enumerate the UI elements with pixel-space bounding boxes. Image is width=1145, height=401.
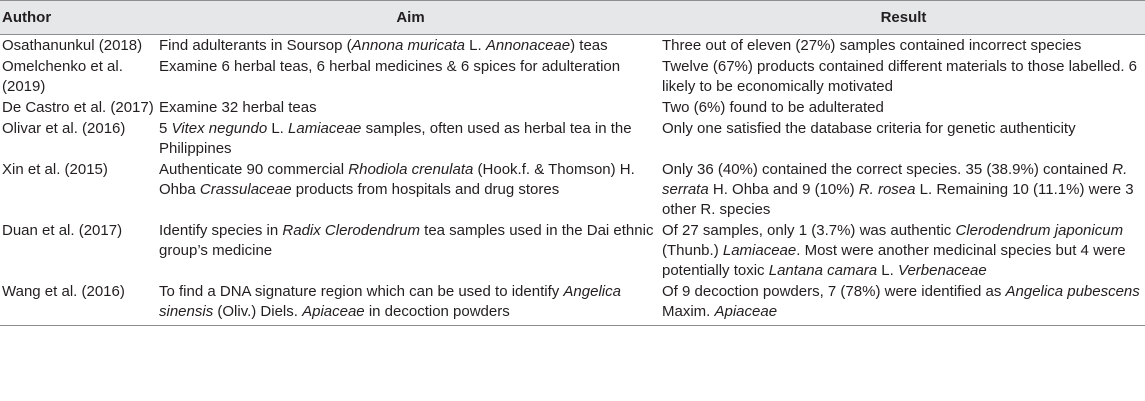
table-body [0,35,1145,326]
italic-taxon-text: Angelica sinensis [159,283,621,320]
aim-column-header: Aim [159,1,662,35]
cell-text: Find adulterants in Soursop ( [159,37,352,54]
italic-taxon-text: Angelica pubescens [1005,283,1140,300]
aim-cell [159,56,662,97]
author-column-header: Author [0,1,159,35]
italic-taxon-text: Lamiaceae [722,242,797,259]
cell-text: L. Remaining 10 (11.1%) were 3 other R. species [662,181,1134,218]
result-cell [662,118,1145,159]
aim-cell [159,97,662,118]
aim-cell [159,220,662,281]
author-cell: Xin et al. (2015) [2,161,108,178]
aim-cell [159,281,662,326]
table-row [0,35,1145,57]
italic-taxon-text: Verbenaceae [898,262,987,279]
table-header [0,1,1145,35]
cell-text: . Most were another medicinal species but 4 were potentially toxic [662,242,1126,279]
author-cell: Osathanunkul (2018) [2,37,143,54]
italic-taxon-text: R. rosea [858,181,916,198]
italic-taxon-text: Clerodendrum japonicum [955,222,1124,239]
cell-text: tea samples used in the Dai ethnic group’s medicine [159,222,654,259]
cell-text: Identify species in [159,222,283,239]
cell-text: Examine 32 herbal teas [159,99,317,116]
author-cell: Wang et al. (2016) [2,283,125,300]
table-row [0,118,1145,159]
cell-text: 5 [159,120,172,137]
aim-cell [159,159,662,220]
italic-taxon-text: Vitex negundo [171,120,268,137]
cell-text: Twelve (67%) products contained different materials to those labelled. 6 likely to be economically motivated [662,58,1137,95]
cell-text: (Hook.f. & Thomson) H. Ohba [159,161,635,198]
cell-text: L. [877,262,898,279]
cell-text: products from hospitals and drug stores [291,181,560,198]
author-cell: Olivar et al. (2016) [2,120,126,137]
italic-taxon-text: Lantana camara [768,262,878,279]
result-cell [662,56,1145,97]
result-cell [662,97,1145,118]
italic-taxon-text: Apiaceae [302,303,365,320]
cell-text: (Oliv.) Diels. [213,303,303,320]
cell-text: ) teas [570,37,608,54]
italic-taxon-text: Apiaceae [714,303,778,320]
italic-taxon-text: Annonaceae [485,37,571,54]
cell-text: Three out of eleven (27%) samples contained incorrect species [662,37,1082,54]
cell-text: Authenticate 90 commercial [159,161,349,178]
italic-taxon-text: Crassulaceae [199,181,292,198]
cell-text: L. [465,37,486,54]
cell-text: Maxim. [662,303,715,320]
cell-text: (Thunb.) [662,242,723,259]
cell-text: Only one satisfied the database criteria for genetic authenticity [662,120,1076,137]
cell-text: H. Ohba and 9 (10%) [708,181,859,198]
result-column-header: Result [662,1,1145,35]
result-cell [662,159,1145,220]
cell-text: samples, often used as herbal tea in the Philippines [159,120,632,157]
cell-text: Two (6%) found to be adulterated [662,99,884,116]
result-cell [662,220,1145,281]
author-cell: De Castro et al. (2017) [2,99,154,116]
aim-cell [159,35,662,57]
table-row [0,56,1145,97]
cell-text: Examine 6 herbal teas, 6 herbal medicines & 6 spices for adulteration [159,58,621,75]
table-row [0,97,1145,118]
result-cell [662,35,1145,57]
aim-cell [159,118,662,159]
italic-taxon-text: Radix Clerodendrum [282,222,420,239]
cell-text: Of 9 decoction powders, 7 (78%) were identified as [662,283,1006,300]
cell-text: Of 27 samples, only 1 (3.7%) was authentic [662,222,956,239]
cell-text: To find a DNA signature region which can be used to identify [159,283,564,300]
cell-text: Only 36 (40%) contained the correct species. 35 (38.9%) contained [662,161,1113,178]
result-cell [662,281,1145,326]
italic-taxon-text: R. serrata [662,161,1128,198]
author-cell: Omelchenko et al. (2019) [2,58,123,95]
table-row [0,159,1145,220]
italic-taxon-text: Annona muricata [351,37,466,54]
cell-text: L. [267,120,289,137]
italic-taxon-text: Lamiaceae [288,120,362,137]
italic-taxon-text: Rhodiola crenulata [348,161,474,178]
cell-text: in decoction powders [364,303,510,320]
author-cell: Duan et al. (2017) [2,222,123,239]
table-row [0,220,1145,281]
header-row [0,1,1145,35]
table-row [0,281,1145,326]
